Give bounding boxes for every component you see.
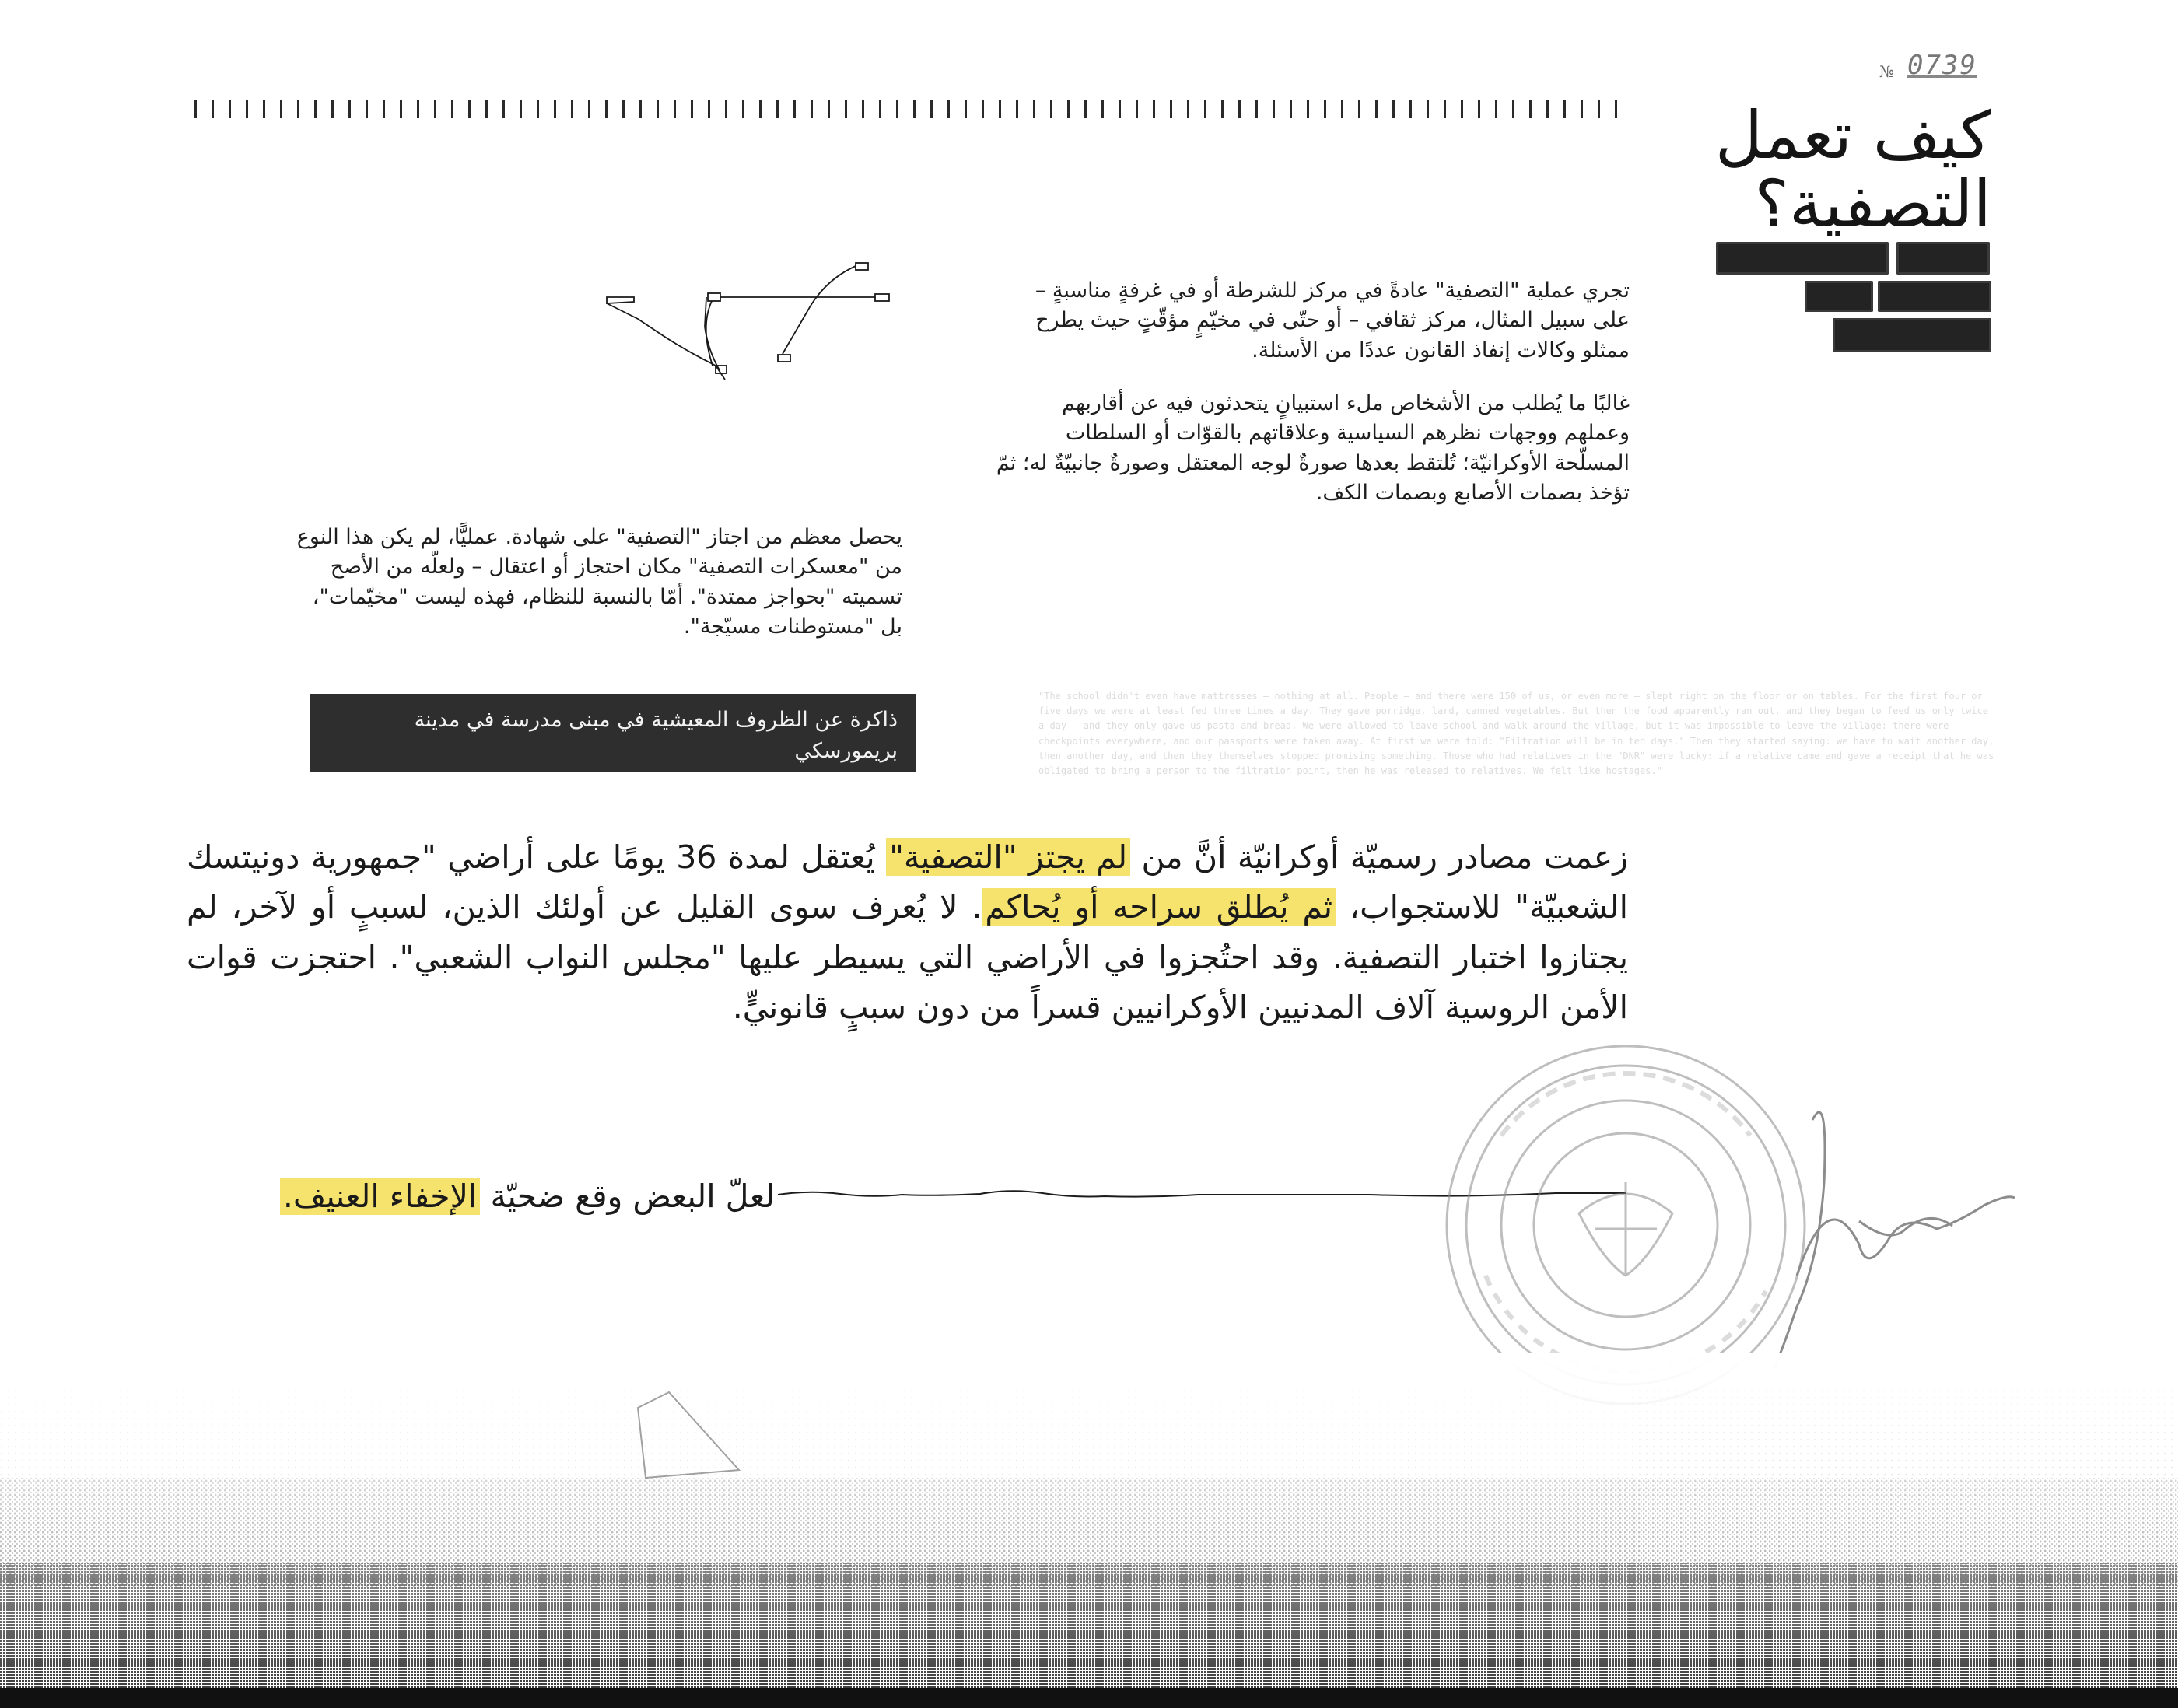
caption-box — [310, 694, 916, 772]
redaction-block — [1711, 237, 1991, 354]
tick-ruler — [194, 100, 1626, 118]
network-sketch-icon — [591, 249, 902, 397]
redaction-bar — [1716, 242, 1889, 275]
signature-icon — [1774, 1112, 2015, 1369]
document-number — [1875, 48, 1991, 87]
faint-quote: "The school didn't even have mattresses — nothing at all. People — and there were 150 of us, or even more — slept right on the floor or on tables. For the first four or five days we were at least fed three times a day. They gave porridge, lard, canned vegetables. But then the food apparently ran out, and they began to feed us only twice a day — and they only gave us pasta and bread. We were allowed to leave school and walk around the village, but it was impossible to leave the village: there were checkpoints everywhere, and our passports were taken away. At first we were told: "Filtration will be in ten days." Then they started saying: we have to wait another day, then another day, and then they themselves stopped promising something. Those who had relatives in the "DNR" were lucky: if a relative came and gave a receipt that he was obligated to bring a person to the filtration point, then he was released to relatives. We felt like hostages." — [1038, 691, 1994, 776]
main-text-segment: يُعتقل لمدة 36 يومًا على أراضي "جمهورية دونيتسك الشعبيّة" للاستجواب، — [187, 838, 1628, 926]
redaction-bar — [1878, 281, 1991, 312]
conclusion-text: لعلّ البعض وقع ضحيّة — [480, 1178, 775, 1215]
paragraph-questionnaire: غالبًا ما يُطلب من الأشخاص ملء استبيانٍ يتحدثون فيه عن أقاربهم وعملهم ووجهات نظرهم السياسية وعلاقاتهم بالقوّات أو السلطات المسلّحة الأوكرانيّة؛ تُلتقط بعدها صورةٌ لوجه المعتقل وصورةٌ جانبيّةٌ له؛ ثمّ تؤخذ بصمات الأصابع وبصمات الكف. — [996, 391, 1630, 505]
main-text-segment: زعمت مصادر رسميّة أوكرانيّة أنَّ من — [1130, 838, 1628, 876]
redaction-bar — [1896, 242, 1990, 275]
document-number-value: 0739 — [1907, 50, 1977, 81]
highlight-released-or-tried: ثم يُطلق سراحه أو يُحاكم — [982, 888, 1336, 926]
redaction-bar — [1833, 318, 1991, 352]
caption-text: ذاكرة عن الظروف المعيشية في مبنى مدرسة في مدينة بريمورسكي — [414, 708, 898, 763]
paragraph-filtration-location: تجري عملية "التصفية" عادةً في مركز للشرطة أو في غرفةٍ مناسبةٍ – على سبيل المثال، مركز ثقافي – أو حتّى في مخيّمٍ مؤقّتٍ حيث يطرح ممثلو وكالات إنفاذ القانون عددًا من الأسئلة. — [1035, 278, 1630, 362]
main-paragraph — [187, 832, 1628, 1032]
main-text-segment: . لا يُعرف سوى القليل عن أولئك الذين، لسببٍ أو لآخر، لم يجتازوا اختبار التصفية. وقد احتُجزوا في الأراضي التي يسيطر عليها "مجلس النواب الشعبي". احتجزت قوات الأمن الروسية آلاف المدنيين الأوكرانيين قسراً من دون سببٍ قانونيٍّ. — [187, 888, 1628, 1027]
grunge-texture — [0, 1353, 2178, 1708]
number-sign: № — [1879, 62, 1894, 81]
redaction-bar — [1805, 281, 1873, 312]
highlight-enforced-disappearance: الإخفاء العنيف. — [280, 1178, 481, 1215]
page-title: كيف تعمل التصفية؟ — [1714, 97, 1991, 243]
paragraph-certificate: يحصل معظم من اجتاز "التصفية" على شهادة. عمليًّا، لم يكن هذا النوع من "معسكرات التصفية" مكان احتجاز أو اعتقال – ولعلّه من الأصح تسميته "بحواجز ممتدة". أمّا بالنسبة للنظام، فهذه ليست "مخيّمات"، بل "مستوطنات مسيّجة". — [296, 525, 902, 639]
highlight-not-passed: لم يجتز "التصفية" — [886, 838, 1130, 876]
conclusion-line — [176, 1176, 775, 1217]
